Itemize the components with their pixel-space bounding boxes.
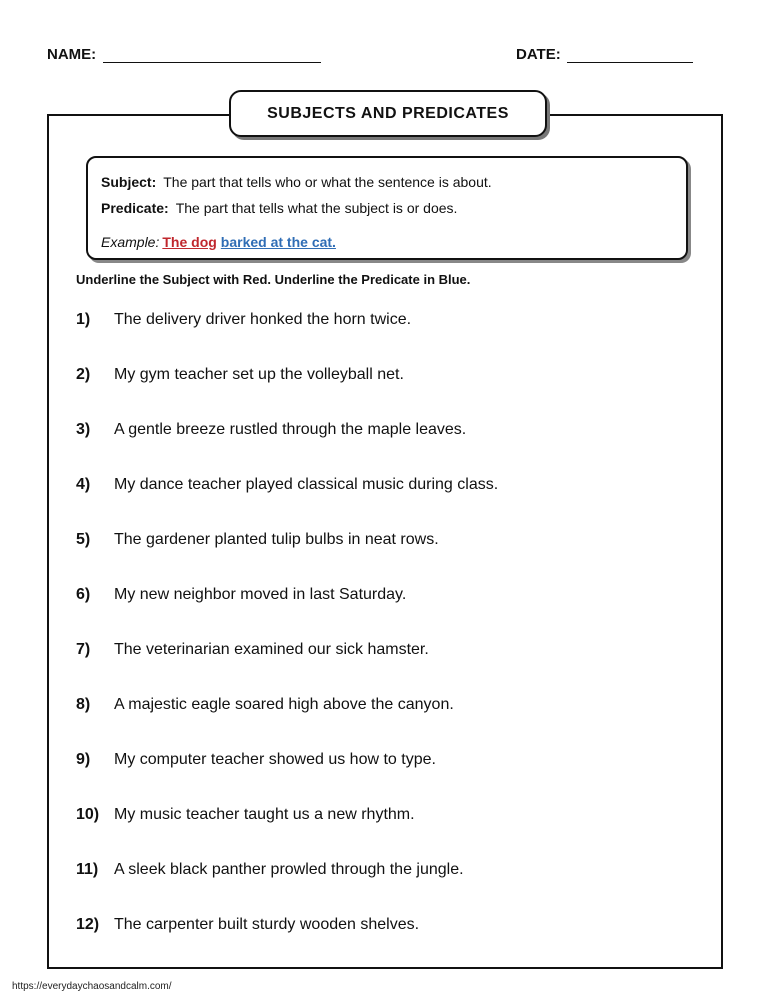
sentence-text[interactable]: A sleek black panther prowled through the jungle.: [114, 861, 464, 878]
example-line: [101, 234, 336, 250]
sentence-item: [76, 476, 498, 531]
worksheet-title: SUBJECTS AND PREDICATES: [229, 90, 547, 137]
sentence-number: 6): [76, 586, 91, 603]
sentence-number: 2): [76, 366, 91, 383]
sentence-item: [76, 421, 498, 476]
sentence-item: [76, 861, 498, 916]
sentence-item: [76, 366, 498, 421]
sentence-number: 9): [76, 751, 91, 768]
sentence-text[interactable]: The veterinarian examined our sick hamster.: [114, 641, 429, 658]
name-label: NAME:: [47, 46, 97, 63]
example-label: Example:: [101, 234, 160, 250]
sentence-number: 11): [76, 861, 99, 878]
date-label: DATE:: [516, 46, 561, 63]
sentence-item: [76, 641, 498, 696]
predicate-definition: [101, 200, 457, 216]
sentence-item: [76, 751, 498, 806]
sentence-item: [76, 696, 498, 751]
sentence-number: 3): [76, 421, 91, 438]
sentence-number: 12): [76, 916, 100, 933]
sentence-item: [76, 586, 498, 641]
sentence-text[interactable]: A gentle breeze rustled through the maple leaves.: [114, 421, 467, 438]
instructions: Underline the Subject with Red. Underline the Predicate in Blue.: [76, 272, 471, 287]
sentence-number: 7): [76, 641, 91, 658]
sentence-text[interactable]: The gardener planted tulip bulbs in neat rows.: [114, 531, 439, 548]
subject-label: Subject:: [101, 174, 157, 190]
footer-url: https://everydaychaosandcalm.com/: [12, 981, 172, 992]
definitions-box: [86, 156, 688, 260]
sentence-number: 8): [76, 696, 91, 713]
sentence-item: [76, 311, 498, 366]
sentence-text[interactable]: My dance teacher played classical music during class.: [114, 476, 499, 493]
sentence-number: 1): [76, 311, 91, 328]
sentence-list: [76, 311, 498, 971]
sentence-item: [76, 916, 498, 971]
sentence-text[interactable]: My gym teacher set up the volleyball net.: [114, 366, 404, 383]
sentence-number: 10): [76, 806, 100, 823]
example-subject: The dog: [162, 234, 217, 250]
sentence-text[interactable]: My new neighbor moved in last Saturday.: [114, 586, 407, 603]
sentence-text[interactable]: A majestic eagle soared high above the canyon.: [114, 696, 454, 713]
subject-definition: [101, 174, 492, 190]
sentence-text[interactable]: The carpenter built sturdy wooden shelves.: [114, 916, 420, 933]
sentence-item: [76, 806, 498, 861]
date-blank-line[interactable]: [567, 62, 693, 63]
predicate-label: Predicate:: [101, 200, 169, 216]
example-predicate: barked at the cat.: [220, 234, 336, 250]
sentence-number: 5): [76, 531, 91, 548]
sentence-text[interactable]: My music teacher taught us a new rhythm.: [114, 806, 415, 823]
sentence-number: 4): [76, 476, 91, 493]
sentence-text[interactable]: My computer teacher showed us how to type.: [114, 751, 436, 768]
sentence-text[interactable]: The delivery driver honked the horn twice.: [114, 311, 412, 328]
name-blank-line[interactable]: [103, 62, 321, 63]
sentence-item: [76, 531, 498, 586]
predicate-text: The part that tells what the subject is or does.: [175, 200, 458, 216]
subject-text: The part that tells who or what the sentence is about.: [163, 174, 492, 190]
